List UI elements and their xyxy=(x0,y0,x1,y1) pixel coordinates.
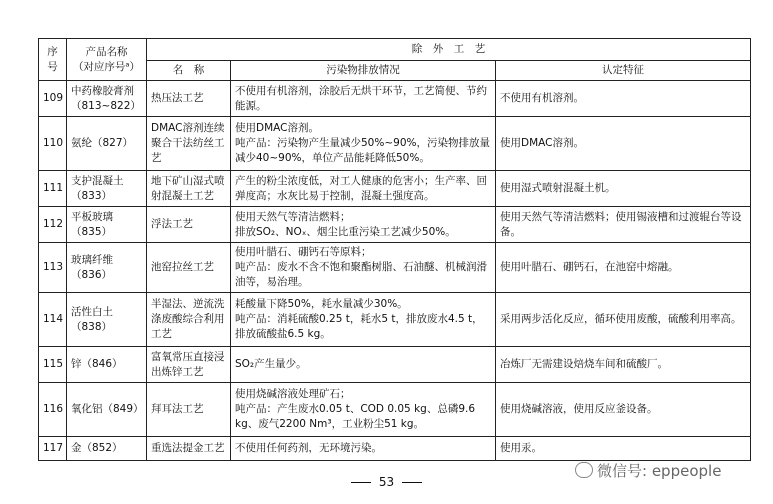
cell-emission: 产生的粉尘浓度低，对工人健康的危害小；生产率、回弹度高；水灰比易于控制，混凝土强度高。 xyxy=(231,171,496,207)
cell-process: 富氧常压直接浸出炼锌工艺 xyxy=(147,347,231,383)
cell-process: 池窑拉丝工艺 xyxy=(147,243,231,293)
cell-seq: 116 xyxy=(39,383,67,437)
cell-process: 热压法工艺 xyxy=(147,81,231,117)
table-row xyxy=(39,243,751,293)
table-row xyxy=(39,437,751,461)
cell-feature: 采用两步活化反应，循环使用废酸，硫酸利用率高。 xyxy=(496,293,751,347)
watermark xyxy=(575,460,721,481)
table-row xyxy=(39,171,751,207)
cell-seq: 112 xyxy=(39,207,67,243)
cell-seq: 114 xyxy=(39,293,67,347)
cell-emission: 使用天然气等清洁燃料； 排放SO₂、NOₓ、烟尘比重污染工艺减少50%。 xyxy=(231,207,496,243)
table-row xyxy=(39,207,751,243)
cell-process: 地下矿山湿式喷射混凝土工艺 xyxy=(147,171,231,207)
cell-seq: 110 xyxy=(39,117,67,171)
cell-feature: 使用汞。 xyxy=(496,437,751,461)
cell-feature: 使用叶腊石、硼钙石，在池窑中熔融。 xyxy=(496,243,751,293)
cell-seq: 111 xyxy=(39,171,67,207)
header-feature: 认定特征 xyxy=(496,61,751,81)
cell-emission: 不使用有机溶剂，涂胶后无烘干环节，工艺简便、节约能源。 xyxy=(231,81,496,117)
cell-product: 锌（846） xyxy=(67,347,147,383)
header-process: 名 称 xyxy=(147,61,231,81)
table-row xyxy=(39,347,751,383)
cell-emission: 耗酸量下降50%，耗水量减少30%。 吨产品：消耗硫酸0.25 t，耗水5 t，排放废水4.5 t，排放硫酸盐6.5 kg。 xyxy=(231,293,496,347)
table-body xyxy=(39,81,751,461)
cell-process: 半湿法、逆流洗涤废酸综合利用工艺 xyxy=(147,293,231,347)
cell-product: 中药橡胶膏剂 （813~822） xyxy=(67,81,147,117)
header-emission: 污染物排放情况 xyxy=(231,61,496,81)
watermark-text: 微信号: eppeople xyxy=(597,462,722,480)
cell-emission: 不使用任何药剂，无环境污染。 xyxy=(231,437,496,461)
cell-feature: 冶炼厂无需建设焙烧车间和硫酸厂。 xyxy=(496,347,751,383)
header-seq: 序 号 xyxy=(39,39,67,81)
footer-dash-left xyxy=(351,482,371,483)
cell-seq: 117 xyxy=(39,437,67,461)
page-number: 53 xyxy=(378,475,395,489)
header-group-title: 除 外 工 艺 xyxy=(147,39,751,61)
cell-emission: 使用叶腊石、硼钙石等原料； 吨产品：废水不含不饱和聚酯树脂、石油醚、机械润滑油等，易治理。 xyxy=(231,243,496,293)
cell-seq: 115 xyxy=(39,347,67,383)
cell-product: 氧化铝（849） xyxy=(67,383,147,437)
cell-feature: 使用DMAC溶剂。 xyxy=(496,117,751,171)
table-row xyxy=(39,383,751,437)
cell-emission: SO₂产生量少。 xyxy=(231,347,496,383)
table-row xyxy=(39,117,751,171)
cell-feature: 使用烧碱溶液，使用反应釜设备。 xyxy=(496,383,751,437)
cell-feature: 使用湿式喷射混凝土机。 xyxy=(496,171,751,207)
cell-product: 金（852） xyxy=(67,437,147,461)
cell-seq: 109 xyxy=(39,81,67,117)
cell-process: DMAC溶剂连续聚合干法纺丝工艺 xyxy=(147,117,231,171)
cell-feature: 不使用有机溶剂。 xyxy=(496,81,751,117)
header-product: 产品名称 （对应序号ᵃ） xyxy=(67,39,147,81)
cell-product: 支护混凝土 （833） xyxy=(67,171,147,207)
cell-seq: 113 xyxy=(39,243,67,293)
footer-dash-right xyxy=(402,482,422,483)
cell-feature: 使用天然气等清洁燃料；使用锡液槽和过渡辊台等设备。 xyxy=(496,207,751,243)
cell-product: 活性白土（838） xyxy=(67,293,147,347)
table-row xyxy=(39,293,751,347)
cell-process: 重选法提金工艺 xyxy=(147,437,231,461)
cell-emission: 使用DMAC溶剂。 吨产品：污染物产生量减少50%~90%，污染物排放量减少40~90%，单位产品能耗降低50%。 xyxy=(231,117,496,171)
table-row xyxy=(39,81,751,117)
cell-product: 氨纶（827） xyxy=(67,117,147,171)
cell-process: 拜耳法工艺 xyxy=(147,383,231,437)
cell-process: 浮法工艺 xyxy=(147,207,231,243)
cell-product: 玻璃纤维（836） xyxy=(67,243,147,293)
process-table xyxy=(38,38,751,461)
wechat-icon xyxy=(575,462,593,478)
cell-product: 平板玻璃（835） xyxy=(67,207,147,243)
cell-emission: 使用烧碱溶液处理矿石； 吨产品：产生废水0.05 t、COD 0.05 kg、总磷9.6 kg、废气2200 Nm³，工业粉尘51 kg。 xyxy=(231,383,496,437)
